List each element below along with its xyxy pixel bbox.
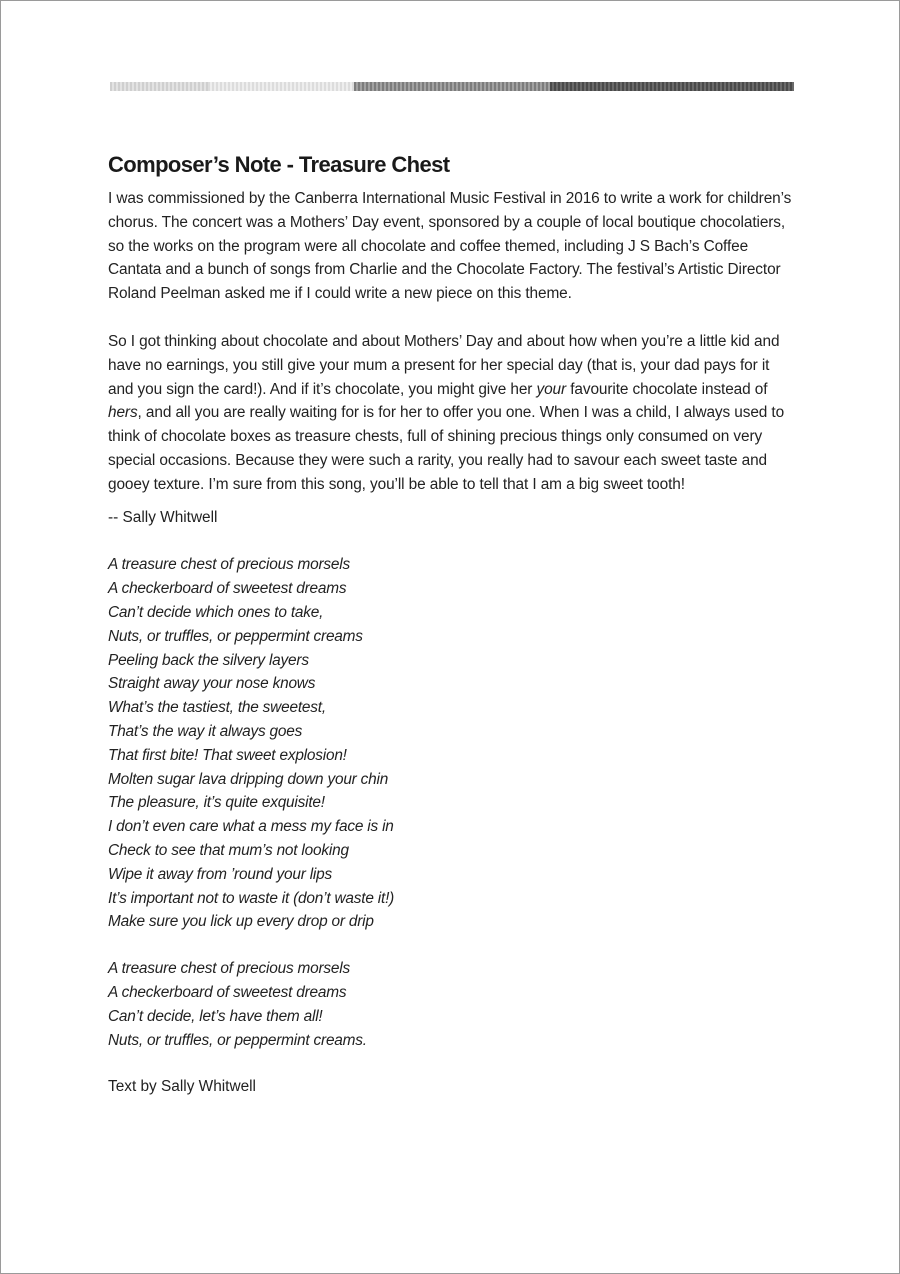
lyric-line: Can’t decide, let’s have them all! (108, 1007, 323, 1025)
header-bar-segment (208, 82, 354, 91)
header-bar-segment (354, 82, 550, 91)
lyric-line: A checkerboard of sweetest dreams (108, 580, 347, 598)
lyric-line: Peeling back the silvery layers (108, 651, 309, 669)
note-paragraph-2 (108, 330, 792, 497)
paragraph-2-emphasis: your (536, 380, 567, 398)
lyric-line: I don’t even care what a mess my face is in (108, 818, 394, 836)
lyric-line: Molten sugar lava dripping down your chin (108, 770, 389, 788)
lyrics-credit: Text by Sally Whitwell (108, 1078, 256, 1096)
lyric-line: Check to see that mum’s not looking (108, 841, 349, 859)
lyric-line: The pleasure, it’s quite exquisite! (108, 794, 325, 812)
lyrics-stanza-2 (108, 957, 792, 1052)
lyric-line: What’s the tastiest, the sweetest, (108, 699, 326, 717)
author-signature: -- Sally Whitwell (108, 508, 218, 526)
lyric-line: Wipe it away from ’round your lips (108, 865, 333, 883)
header-bar-segment (550, 82, 794, 91)
lyric-line: Nuts, or truffles, or peppermint creams (108, 627, 363, 645)
lyric-line: Nuts, or truffles, or peppermint creams. (108, 1031, 367, 1049)
lyrics-stanza-1 (108, 553, 792, 934)
lyric-line: A treasure chest of precious morsels (108, 960, 351, 978)
lyric-line: That’s the way it always goes (108, 722, 303, 740)
lyric-line: A checkerboard of sweetest dreams (108, 983, 347, 1001)
lyric-line: Straight away your nose knows (108, 675, 316, 693)
header-bar-segment (110, 82, 208, 91)
lyric-line: Can’t decide which ones to take, (108, 603, 324, 621)
document-body (108, 150, 792, 1099)
header-decorative-bar (110, 82, 794, 91)
lyric-line: That first bite! That sweet explosion! (108, 746, 347, 764)
lyric-line: A treasure chest of precious morsels (108, 556, 351, 574)
lyric-line: Make sure you lick up every drop or drip (108, 913, 374, 931)
page-title: Composer’s Note - Treasure Chest (108, 152, 450, 177)
paragraph-2-text: favourite chocolate instead of (566, 380, 768, 398)
note-paragraph-1: I was commissioned by the Canberra International Music Festival in 2016 to write a work for children’s chorus. The concert was a Mothers’ Day event, sponsored by a couple of local boutique chocolatiers, so the works on the program were all chocolate and coffee themed, including J S Bach’s Coffee Cantata and a bunch of songs from Charlie and the Chocolate Factory. The festival’s Artistic Director Roland Peelman asked me if I could write a new piece on this theme. (108, 190, 792, 303)
paragraph-2-text: , and all you are really waiting for is for her to offer you one. When I was a child, I always used to think of chocolate boxes as treasure chests, full of shining precious things only consumed on very special occasions. Because they were such a rarity, you really had to savour each sweet taste and gooey texture. I’m sure from this song, you’ll be able to tell that I am a big sweet tooth! (108, 404, 785, 493)
lyric-line: It’s important not to waste it (don’t waste it!) (108, 889, 395, 907)
paragraph-2-emphasis: hers (108, 404, 138, 422)
paragraph-2-text: So I got thinking about chocolate and about Mothers’ Day and about how when you’re a little kid and have no earnings, you still give your mum a present for her special day (that is, your dad pays for it and you sign the card!). And if it’s chocolate, you might give her (108, 332, 780, 398)
